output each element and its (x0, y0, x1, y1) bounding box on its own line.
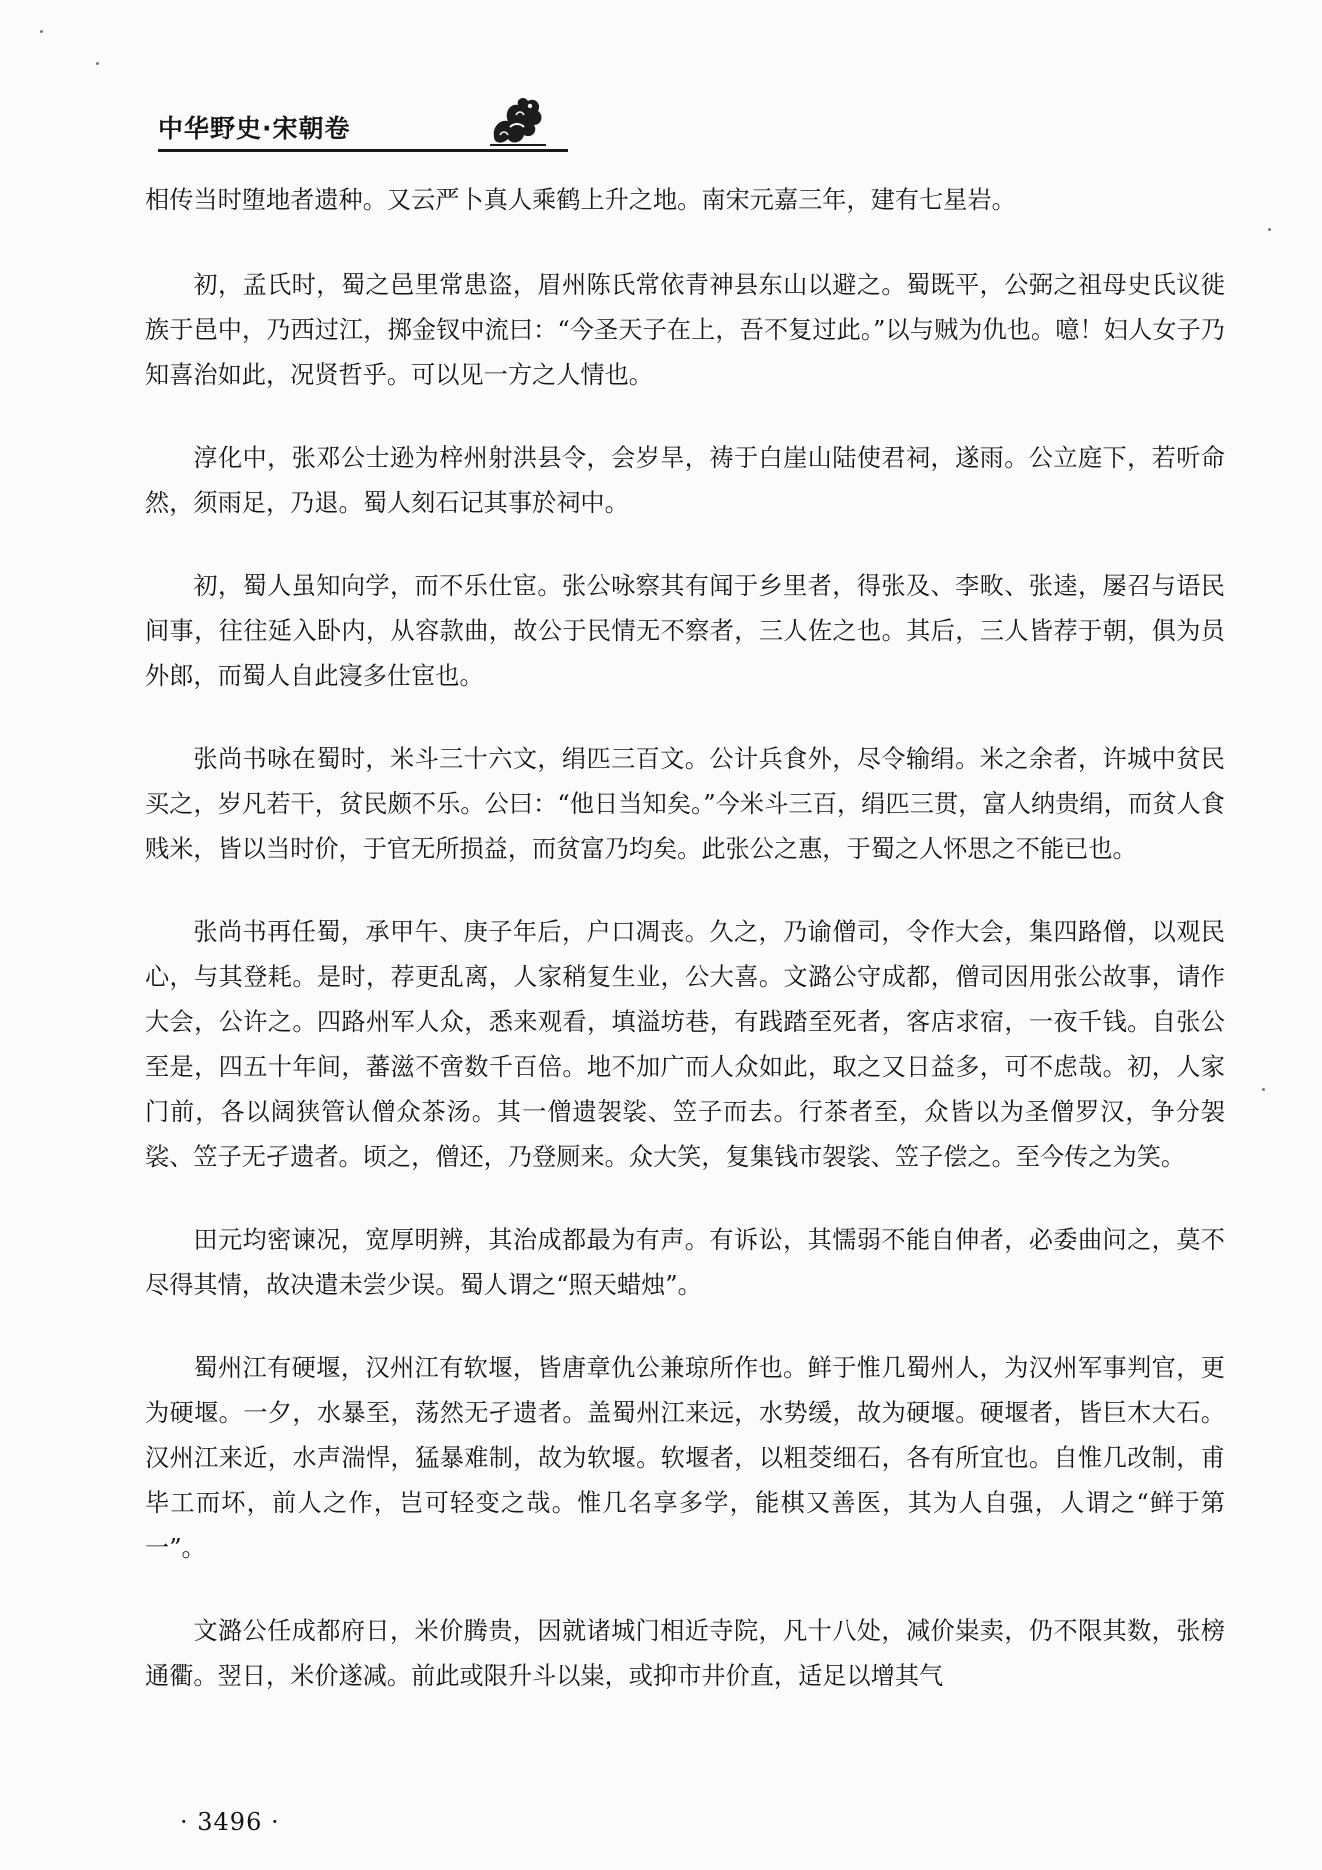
scan-speck (1268, 228, 1271, 231)
paragraph: 初，孟氏时，蜀之邑里常患盗，眉州陈氏常依青神县东山以避之。蜀既平，公弼之祖母史氏议徙族于邑中，乃西过江，掷金钗中流曰：“今圣天子在上，吾不复过此。”以与贼为仇也。噫！妇人女子乃知喜治如此，况贤哲乎。可以见一方之人情也。 (145, 271, 1225, 389)
header-rule (158, 149, 568, 152)
scan-speck (96, 62, 99, 65)
page-number: · 3496 · (180, 1808, 280, 1836)
scan-speck (40, 30, 43, 33)
paragraph: 初，蜀人虽知向学，而不乐仕宦。张公咏察其有闻于乡里者，得张及、李畋、张逵，屡召与语民间事，往往延入卧内，从容款曲，故公于民情无不察者，三人佐之也。其后，三人皆荐于朝，俱为员外郎，而蜀人自此寖多仕宦也。 (145, 572, 1225, 690)
paragraph: 张尚书再任蜀，承甲午、庚子年后，户口凋丧。久之，乃谕僧司，令作大会，集四路僧，以观民心，与其登耗。是时，荐更乱离，人家稍复生业，公大喜。文潞公守成都，僧司因用张公故事，请作大会，公许之。四路州军人众，悉来观看，填溢坊巷，有践踏至死者，客店求宿，一夜千钱。自张公至是，四五十年间，蕃滋不啻数千百倍。地不加广而人众如此，取之又日益多，可不虑哉。初，人家门前，各以阔狭管认僧众茶汤。其一僧遗袈裟、笠子而去。行茶者至，众皆以为圣僧罗汉，争分袈裟、笠子无孑遗者。顷之，僧还，乃登厕来。众大笑，复集钱市袈裟、笠子偿之。至今传之为笑。 (145, 918, 1225, 1171)
dragon-emblem-icon (486, 93, 548, 149)
running-header (158, 105, 563, 153)
scan-speck (1262, 1088, 1265, 1091)
paragraph: 相传当时堕地者遗种。又云严卜真人乘鹤上升之地。南宋元嘉三年，建有七星岩。 (145, 186, 1016, 214)
paragraph: 蜀州江有硬堰，汉州江有软堰，皆唐章仇公兼琼所作也。鲜于惟几蜀州人，为汉州军事判官，更为硬堰。一夕，水暴至，荡然无孑遗者。盖蜀州江来远，水势缓，故为硬堰。硬堰者，皆巨木大石。汉州江来近，水声湍悍，猛暴难制，故为软堰。软堰者，以粗茭细石，各有所宜也。自惟几改制，甫毕工而坏，前人之作，岂可轻变之哉。惟几名享多学，能棋又善医，其为人自强，人谓之“鲜于第一”。 (145, 1354, 1225, 1562)
book-title: 中华野史·宋朝卷 (158, 114, 351, 143)
paragraph: 田元均密谏况，宽厚明辨，其治成都最为有声。有诉讼，其懦弱不能自伸者，必委曲问之，莫不尽得其情，故决遣未尝少误。蜀人谓之“照天蜡烛”。 (145, 1226, 1225, 1299)
paragraph: 张尚书咏在蜀时，米斗三十六文，绢匹三百文。公计兵食外，尽令输绢。米之余者，许城中贫民买之，岁凡若干，贫民颇不乐。公曰：“他日当知矣。”今米斗三百，绢匹三贯，富人纳贵绢，而贫人食贱米，皆以当时价，于官无所损益，而贫富乃均矣。此张公之惠，于蜀之人怀思之不能已也。 (145, 745, 1225, 863)
text-body (145, 178, 1225, 1699)
paragraph: 淳化中，张邓公士逊为梓州射洪县令，会岁旱，祷于白崖山陆使君祠，遂雨。公立庭下，若听命然，须雨足，乃退。蜀人刻石记其事於祠中。 (145, 444, 1225, 517)
paragraph: 文潞公任成都府日，米价腾贵，因就诸城门相近寺院，凡十八处，减价粜卖，仍不限其数，张榜通衢。翌日，米价遂减。前此或限升斗以粜，或抑市井价直，适足以增其气 (145, 1617, 1225, 1690)
